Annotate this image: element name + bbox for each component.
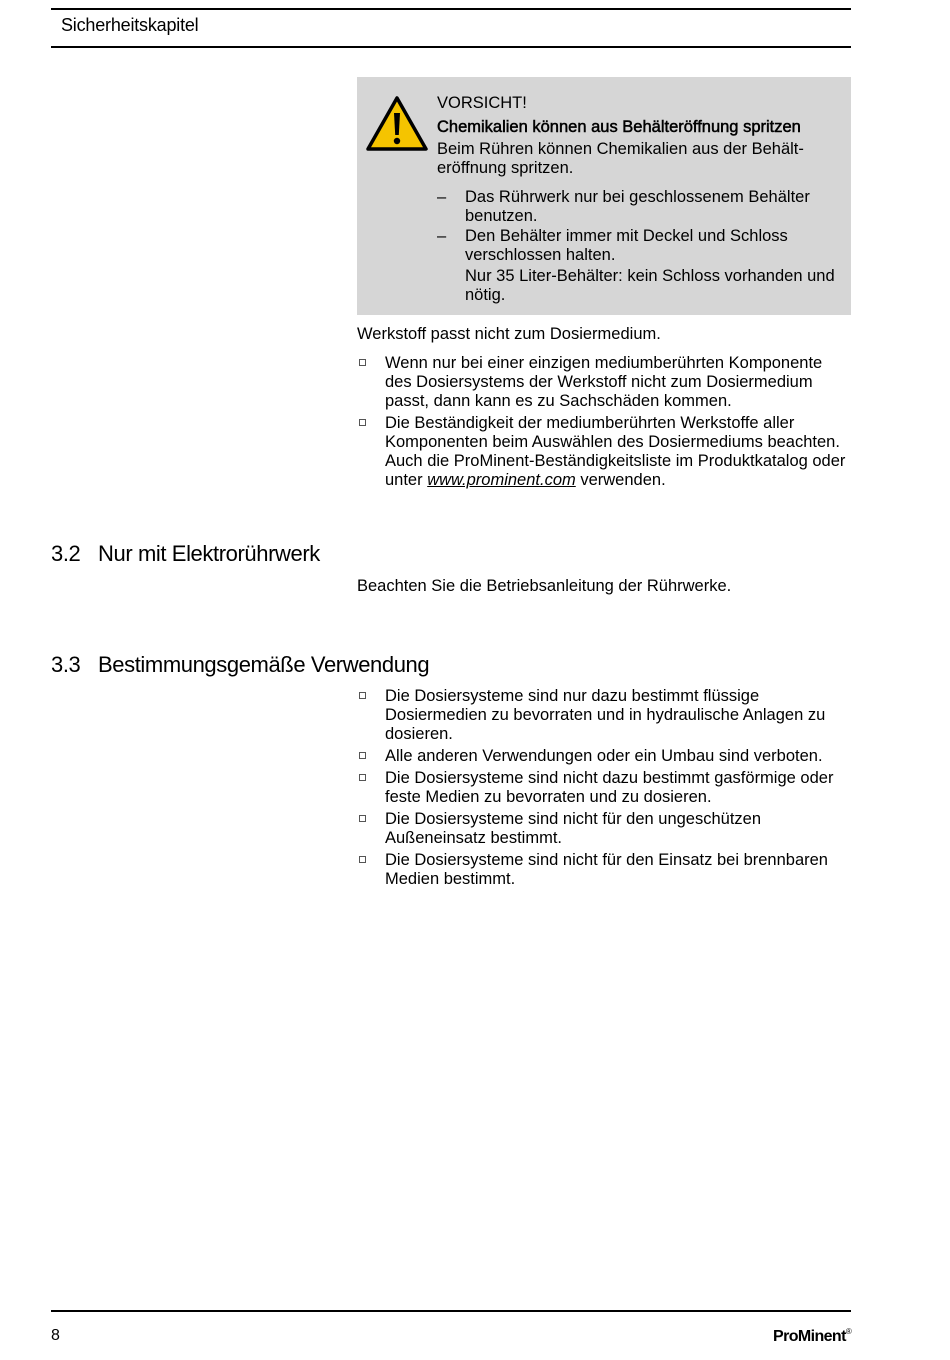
list-item-text: Die Dosiersysteme sind nicht für den Einsatz bei brennbaren Medien bestimmt. — [385, 851, 828, 888]
material-intro: Werkstoff passt nicht zum Dosiermedium. — [357, 325, 661, 343]
section-title: Bestimmungsgemäße Verwendung — [98, 652, 430, 677]
dash-marker: – — [437, 188, 447, 206]
dash-marker: – — [437, 227, 447, 245]
footer-rule — [51, 1310, 851, 1312]
warning-action-item — [437, 188, 837, 226]
bullet-square-icon — [359, 752, 366, 759]
warning-note: Nur 35 Liter-Behälter: kein Schloss vorhanden und nötig. — [465, 267, 835, 304]
warning-box — [357, 77, 851, 315]
bullet-square-icon — [359, 419, 366, 426]
list-item-text: Die Beständigkeit der mediumberührten Werkstoffe aller Komponenten beim Auswählen des Dosiermediums beachten. Auch die ProMinent-Beständigkeitsliste im Produktkatalog oder unter — [385, 414, 846, 489]
prominent-website-link[interactable]: www.prominent.com — [427, 471, 576, 489]
section-3-2-text: Beachten Sie die Betriebsanleitung der Rührwerke. — [357, 577, 732, 595]
list-item-text: Wenn nur bei einer einzigen mediumberührten Komponente des Dosiersystems der Werkstoff nicht zum Dosiermedium passt, dann kann es zu Sachschäden kommen. — [385, 354, 823, 410]
list-item — [357, 414, 851, 490]
list-item-text: Die Dosiersysteme sind nicht für den ungeschützen Außeneinsatz bestimmt. — [385, 810, 762, 847]
list-item-text: Die Dosiersysteme sind nur dazu bestimmt flüssige Dosiermedien zu bevorraten und in hydraulische Anlagen zu dosieren. — [385, 687, 826, 743]
list-item-text: Alle anderen Verwendungen oder ein Umbau sind verboten. — [385, 747, 823, 765]
header-title: Sicherheitskapitel — [61, 15, 199, 35]
list-item — [357, 851, 851, 889]
brand-name: ProMinent — [773, 1328, 846, 1345]
header-top-rule — [51, 8, 851, 10]
list-item-text-end: verwenden. — [575, 471, 666, 489]
section-heading-3-3 — [51, 652, 429, 678]
list-item — [357, 747, 851, 766]
warning-triangle-icon — [365, 95, 429, 153]
bullet-square-icon — [359, 359, 366, 366]
warning-action-text: Das Rührwerk nur bei geschlossenem Behälter benutzen. — [465, 188, 810, 225]
section-heading-3-2 — [51, 541, 320, 567]
bullet-square-icon — [359, 692, 366, 699]
warning-heading: Chemikalien können aus Behälteröffnung spritzen — [437, 118, 801, 136]
warning-action-list — [437, 188, 837, 265]
bullet-square-icon — [359, 856, 366, 863]
warning-action-text: Den Behälter immer mit Deckel und Schloss verschlossen halten. — [465, 227, 788, 264]
section-number: 3.3 — [51, 652, 81, 677]
section-3-3-bullets — [357, 687, 851, 892]
bullet-square-icon — [359, 815, 366, 822]
list-item — [357, 354, 851, 411]
warning-signal-word: VORSICHT! — [437, 94, 527, 112]
list-item — [357, 769, 851, 807]
warning-text — [437, 94, 837, 305]
bullet-square-icon — [359, 774, 366, 781]
warning-action-item — [437, 227, 837, 265]
warning-description: Beim Rühren können Chemikalien aus der Behält- eröffnung spritzen. — [437, 140, 804, 177]
material-bullets — [357, 354, 851, 493]
list-item — [357, 810, 851, 848]
section-title: Nur mit Elektrorührwerk — [98, 541, 320, 566]
section-number: 3.2 — [51, 541, 81, 566]
registered-mark: ® — [845, 1327, 852, 1336]
header-bottom-rule — [51, 46, 851, 48]
page-number: 8 — [51, 1327, 60, 1344]
list-item — [357, 687, 851, 744]
brand-logo — [773, 1327, 851, 1346]
list-item-text: Die Dosiersysteme sind nicht dazu bestimmt gasförmige oder feste Medien zu bevorraten und zu dosieren. — [385, 769, 834, 806]
